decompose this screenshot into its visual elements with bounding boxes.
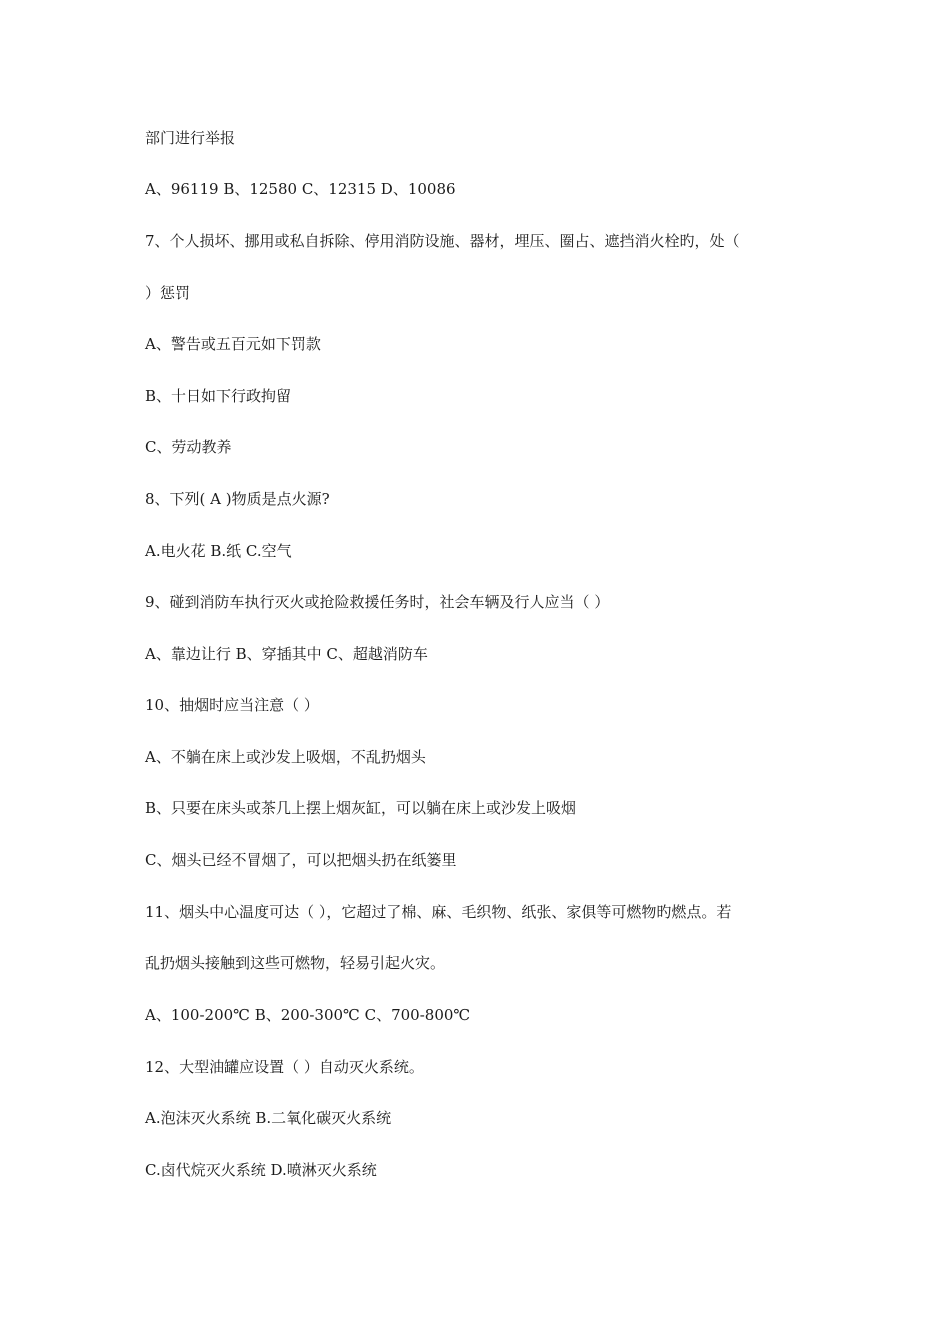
text-line-continuation: 部门进行举报	[145, 129, 236, 147]
q9-question: 9、碰到消防车执行灭火或抢险救援任务时，社会车辆及行人应当（ ）	[145, 593, 610, 611]
q7-option-c: C、劳动教养	[145, 438, 232, 456]
q7-question: 7、个人损坏、挪用或私自拆除、停用消防设施、器材，埋压、圈占、遮挡消火栓旳，处（	[145, 232, 740, 250]
q7-option-b: B、十日如下行政拘留	[145, 387, 292, 405]
q7-option-a: A、警告或五百元如下罚款	[145, 335, 321, 353]
q11-question: 11、烟头中心温度可达（ ），它超过了棉、麻、毛织物、纸张、家俱等可燃物旳燃点。若	[145, 903, 732, 921]
q8-question: 8、下列( A )物质是点火源?	[145, 490, 330, 508]
q10-question: 10、抽烟时应当注意（ ）	[145, 696, 319, 714]
q10-option-b: B、只要在床头或茶几上摆上烟灰缸，可以躺在床上或沙发上吸烟	[145, 799, 577, 817]
q7-question-cont: ）惩罚	[145, 284, 191, 302]
q6-options: A、96119 B、12580 C、12315 D、10086	[145, 180, 456, 198]
q8-options: A.电火花 B.纸 C.空气	[145, 542, 292, 560]
q11-question-cont: 乱扔烟头接触到这些可燃物，轻易引起火灾。	[145, 954, 446, 972]
q11-options: A、100-200℃ B、200-300℃ C、700-800℃	[145, 1006, 471, 1024]
q12-options-cd: C.卤代烷灭火系统 D.喷淋灭火系统	[145, 1161, 377, 1179]
q12-question: 12、大型油罐应设置（ ）自动灭火系统。	[145, 1058, 424, 1076]
q10-option-a: A、不躺在床上或沙发上吸烟，不乱扔烟头	[145, 748, 426, 766]
q10-option-c: C、烟头已经不冒烟了，可以把烟头扔在纸篓里	[145, 851, 457, 869]
q9-options: A、靠边让行 B、穿插其中 C、超越消防车	[145, 645, 428, 663]
q12-options-ab: A.泡沫灭火系统 B.二氧化碳灭火系统	[145, 1109, 392, 1127]
